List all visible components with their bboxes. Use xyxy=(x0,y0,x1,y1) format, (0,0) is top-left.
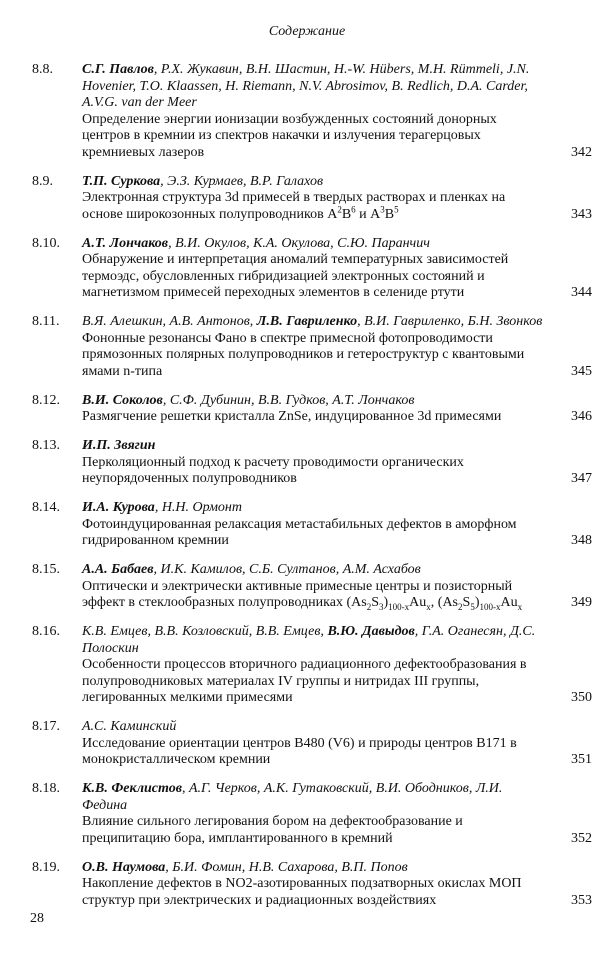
title-text: 5 xyxy=(394,203,399,214)
entry-number: 8.19. xyxy=(32,859,60,875)
entry-title xyxy=(82,331,546,381)
co-authors: , Э.З. Курмаев, В.Р. Галахов xyxy=(160,173,324,189)
page-number: 28 xyxy=(30,911,44,926)
title-text: 100-x xyxy=(479,601,501,612)
entry-number: 8.15. xyxy=(32,562,60,577)
title-text: ) xyxy=(474,595,480,610)
entry-authors xyxy=(82,624,546,657)
entry-title xyxy=(82,657,546,707)
toc-entry xyxy=(32,562,592,612)
title-text: x xyxy=(517,601,523,612)
presenting-author: С.Г. Павлов xyxy=(82,62,154,77)
entry-title xyxy=(82,190,546,223)
title-text: Au xyxy=(409,595,427,610)
entry-authors xyxy=(82,562,546,579)
co-authors: А.С. Каминский xyxy=(82,719,177,734)
toc-entry xyxy=(32,781,592,847)
title-text: B xyxy=(384,206,395,222)
entry-page-number: 343 xyxy=(571,206,592,222)
title-text: Перколяционный подход к расчету проводимости органических неупорядоченных полупроводников xyxy=(82,454,464,486)
title-text: Размягчение решетки кристалла ZnSe, индуцированное 3d примесями xyxy=(82,409,502,424)
toc-entry xyxy=(32,174,592,224)
title-text: Электронная структура 3d примесей в твердых растворах и пленках на основе широкозонных полупроводников A xyxy=(82,190,506,222)
title-text: x xyxy=(426,601,431,612)
toc-entry xyxy=(32,438,592,488)
title-text: Обнаружение и интерпретация аномалий температурных зависимостей термоэдс, обусловленных гибридизацией электронных состояний и магнетизмом примесей переходных элементов в селениде ртути xyxy=(82,252,509,300)
title-text: 6 xyxy=(351,203,356,214)
co-authors: , Н.Н. Ормонт xyxy=(154,500,242,515)
co-authors: , В.И. Окулов, К.А. Окулова, С.Ю. Паранчич xyxy=(168,235,430,251)
entry-page-number: 346 xyxy=(571,409,592,424)
title-text: Особенности процессов вторичного радиационного дефектообразования в полупроводниковых материалах IV группы и нитридах III группы, легированных мелкими примесями xyxy=(82,657,527,705)
entry-number: 8.17. xyxy=(32,719,60,734)
title-text: Определение энергии ионизации возбужденных состояний донорных центров в кремнии из спектров накачки и излучения терагерцовых кремниевых лазеров xyxy=(82,111,497,160)
entry-number: 8.10. xyxy=(32,235,60,251)
entry-title xyxy=(82,252,546,302)
co-authors: , Р.Х. Жукавин, В.Н. Шастин, H.-W. Hübers, M.H. Rümmeli, J.N. Hovenier, T.O. Klaassen, H. Riemann, N.V. Abrosimov, B. Redlich, D.A. Carder, A.V.G. van der Meer xyxy=(82,62,530,110)
page-header-title: Содержание xyxy=(268,24,346,39)
co-authors: , А.Г. Черков, А.К. Гутаковский, В.И. Ободников, Л.И. Федина xyxy=(82,781,503,813)
entry-number: 8.18. xyxy=(32,781,60,796)
table-of-contents xyxy=(32,62,592,922)
presenting-author: В.Ю. Давыдов xyxy=(327,624,415,639)
title-text: Исследование ориентации центров B480 (V6) и природы центров B171 в монокристаллическом кремнии xyxy=(82,735,517,767)
presenting-author: О.В. Наумова xyxy=(82,859,166,875)
entry-authors xyxy=(82,236,546,253)
title-text: 2 xyxy=(458,601,463,612)
toc-entry xyxy=(32,62,592,161)
title-text: 100-x xyxy=(388,601,410,612)
entry-page-number: 348 xyxy=(571,533,592,548)
entry-page-number: 347 xyxy=(571,471,592,486)
entry-page-number: 345 xyxy=(571,363,592,379)
presenting-author: И.П. Звягин xyxy=(82,438,156,453)
entry-authors xyxy=(82,781,546,814)
presenting-author: А.А. Бабаев xyxy=(82,562,154,577)
entry-authors xyxy=(82,719,546,736)
title-text: ) xyxy=(383,595,389,610)
title-text: 3 xyxy=(378,601,384,612)
entry-authors xyxy=(82,314,546,331)
title-text: 3 xyxy=(380,203,385,214)
toc-entry xyxy=(32,500,592,550)
title-text: S xyxy=(462,595,471,610)
entry-page-number: 353 xyxy=(571,892,592,908)
entry-title xyxy=(82,736,546,769)
co-authors: , Г.А. Оганесян, Д.С. Полоскин xyxy=(82,624,536,656)
entry-number: 8.14. xyxy=(32,500,60,515)
title-text: B xyxy=(341,206,352,222)
entry-authors xyxy=(82,393,546,410)
entry-page-number: 352 xyxy=(571,830,592,846)
entry-authors xyxy=(82,62,546,112)
entry-authors xyxy=(82,174,546,191)
presenting-author: В.И. Соколов xyxy=(82,392,163,408)
title-text: S xyxy=(371,595,379,610)
entry-title xyxy=(82,814,546,847)
toc-entry xyxy=(32,314,592,380)
title-text: и A xyxy=(355,206,381,222)
entry-page-number: 349 xyxy=(571,595,592,610)
entry-title xyxy=(82,876,546,909)
co-authors: , С.Ф. Дубинин, В.В. Гудков, А.Т. Лончаков xyxy=(162,392,415,408)
entry-title xyxy=(82,517,546,550)
presenting-author: И.А. Курова xyxy=(82,500,155,515)
title-text: Фононные резонансы Фано в спектре примесной фотопроводимости прямозонных полярных полупроводников и гетероструктур с квантовыми ямами n-типа xyxy=(82,330,525,379)
entry-title xyxy=(82,112,546,162)
toc-entry xyxy=(32,719,592,769)
title-text: Накопление дефектов в NO2-азотированных подзатворных окислах МОП структур при электрических и радиационных воздействиях xyxy=(82,876,522,908)
co-authors: К.В. Емцев, В.В. Козловский, В.В. Емцев, xyxy=(82,624,328,639)
title-text: , (As xyxy=(430,595,459,610)
co-authors: , В.И. Гавриленко, Б.Н. Звонков xyxy=(357,314,543,329)
entry-number: 8.12. xyxy=(32,392,60,408)
toc-entry xyxy=(32,624,592,707)
entry-number: 8.11. xyxy=(32,314,60,329)
co-authors: , И.К. Камилов, С.Б. Султанов, А.М. Асхабов xyxy=(153,562,421,577)
presenting-author: К.В. Феклистов xyxy=(82,781,182,796)
entry-authors xyxy=(82,438,546,455)
presenting-author: А.Т. Лончаков xyxy=(82,235,169,251)
entry-page-number: 344 xyxy=(571,285,592,300)
title-text: Фотоиндуцированная релаксация метастабильных дефектов в аморфном гидрированном кремнии xyxy=(82,516,517,548)
toc-entry xyxy=(32,860,592,910)
entry-title xyxy=(82,455,546,488)
title-text: Au xyxy=(500,595,518,610)
entry-page-number: 351 xyxy=(571,752,592,767)
entry-number: 8.8. xyxy=(32,62,53,77)
title-text: 2 xyxy=(366,601,372,612)
entry-number: 8.13. xyxy=(32,438,60,453)
entry-authors xyxy=(82,500,546,517)
title-text: Влияние сильного легирования бором на дефектообразование и преципитацию бора, имплантированного в кремний xyxy=(82,814,463,846)
entry-title xyxy=(82,409,546,426)
presenting-author: Л.В. Гавриленко xyxy=(256,314,358,329)
entry-page-number: 342 xyxy=(571,144,592,160)
entry-title xyxy=(82,579,546,612)
entry-number: 8.16. xyxy=(32,624,60,639)
presenting-author: Т.П. Суркова xyxy=(82,173,161,189)
co-authors: , Б.И. Фомин, Н.В. Сахарова, В.П. Попов xyxy=(165,859,408,875)
toc-entry xyxy=(32,236,592,302)
title-text: Оптически и электрически активные примесные центры и позисторный эффект в стеклообразных полупроводниках (As xyxy=(82,578,513,610)
entry-authors xyxy=(82,860,546,877)
toc-entry xyxy=(32,393,592,426)
title-text: 5 xyxy=(470,601,475,612)
entry-page-number: 350 xyxy=(571,690,592,705)
title-text: 2 xyxy=(337,203,342,214)
entry-number: 8.9. xyxy=(32,173,53,189)
co-authors: В.Я. Алешкин, А.В. Антонов, xyxy=(82,314,257,329)
